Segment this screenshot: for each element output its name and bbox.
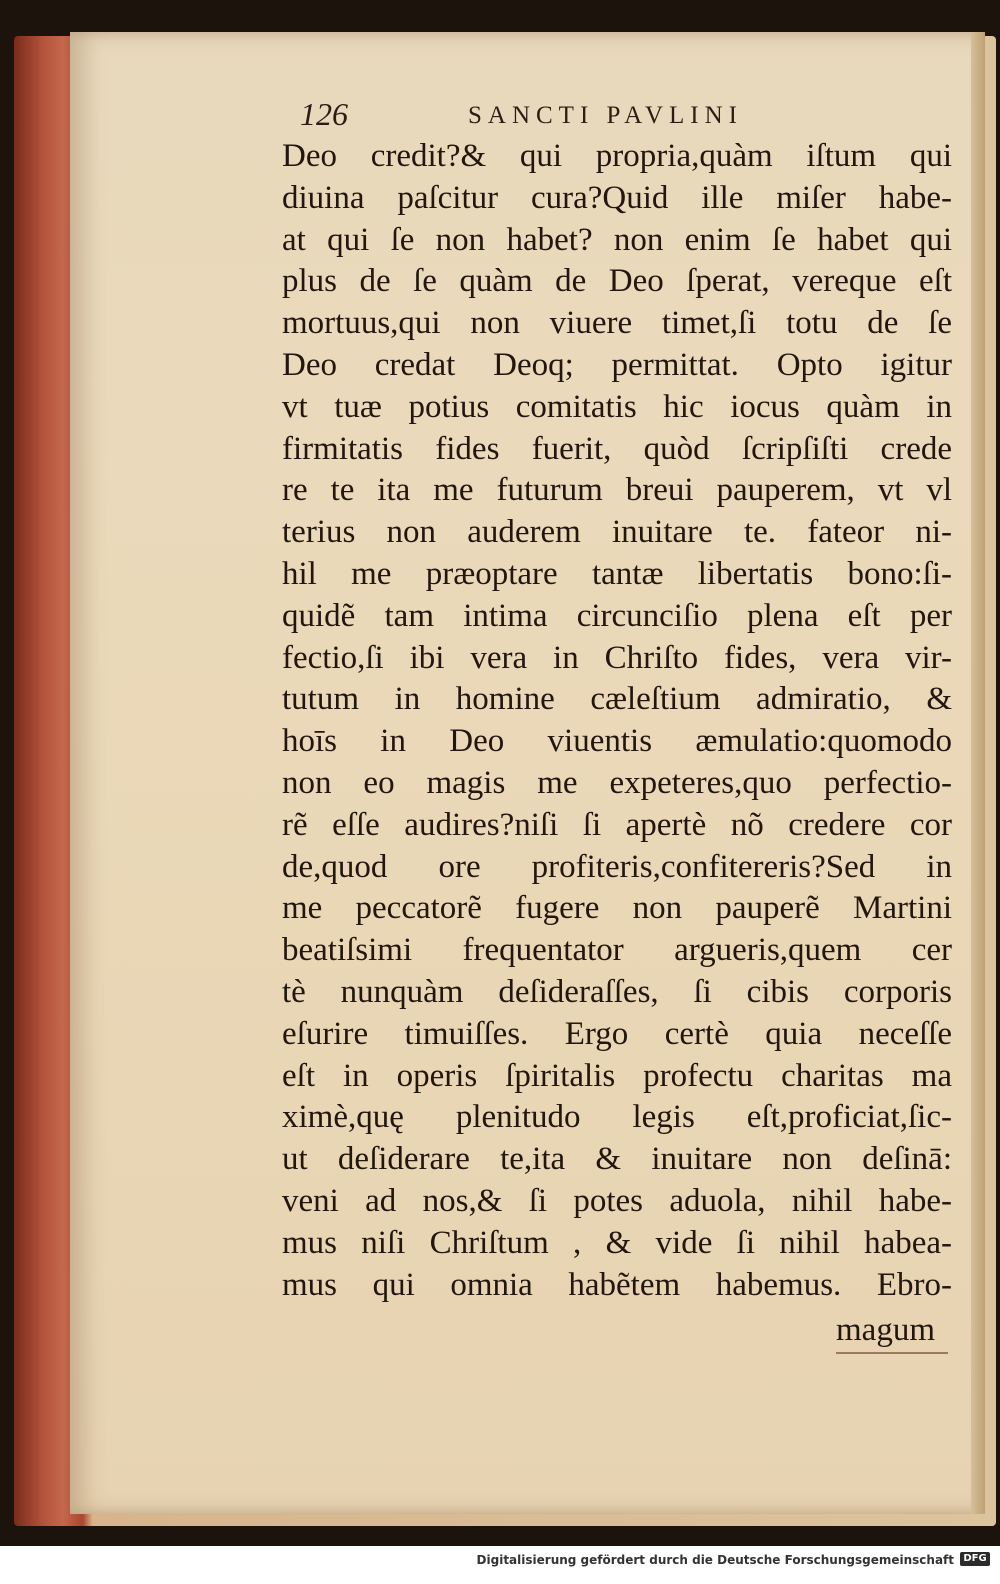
- text-line: terius non auderem inuitare te. fateor ni-: [282, 514, 952, 551]
- text-line: firmitatis fides fuerit, quòd ſcripſiſti crede: [282, 430, 952, 467]
- text-line: tutum in homine cæleſtium admiratio, &: [282, 681, 952, 718]
- text-line: quidẽ tam intima circunciſio plena eſt per: [282, 597, 952, 634]
- text-line: Deo credit?& qui propria,quàm iſtum qui: [282, 138, 952, 174]
- page-number: 126: [300, 96, 348, 132]
- text-line: veni ad nos,& ſi potes aduola, nihil habe-: [282, 1182, 952, 1219]
- text-line: ut deſiderare te,ita & inuitare non deſinā:: [282, 1141, 952, 1178]
- text-line: diuina paſcitur cura?Quid ille miſer habe-: [282, 179, 952, 216]
- running-title: SANCTI PAVLINI: [468, 102, 744, 129]
- catchword-rule: [836, 1352, 948, 1354]
- text-line: vt tuæ potius comitatis hic iocus quàm in: [282, 388, 952, 425]
- text-line: tè nunquàm deſideraſſes, ſi cibis corporis: [282, 973, 952, 1010]
- page-edge: [971, 32, 985, 1514]
- text-line: hil me præoptare tantæ libertatis bono:ſi-: [282, 555, 952, 592]
- text-line: mortuus,qui non viuere timet,ſi totu de ſe: [282, 305, 952, 342]
- text-line: plus de ſe quàm de Deo ſperat, vereque eſt: [282, 263, 952, 300]
- dfg-logo: DFG: [960, 1552, 990, 1566]
- text-line: Deo credat Deoq; permittat. Opto igitur: [282, 346, 952, 383]
- digitization-credit: Digitalisierung gefördert durch die Deutsche Forschungsgemeinschaft: [476, 1553, 954, 1567]
- text-line: re te ita me futurum breui pauperem, vt vl: [282, 472, 952, 509]
- catchword: magum: [836, 1312, 935, 1348]
- text-line: de,quod ore profiteris,confitereris?Sed in: [282, 848, 952, 885]
- text-line: mus niſi Chriſtum , & vide ſi nihil habea-: [282, 1224, 952, 1261]
- body-text: [282, 136, 952, 1306]
- text-line: rẽ eſſe audires?niſi ſi apertè nõ credere cor: [282, 806, 952, 843]
- text-line: fectio,ſi ibi vera in Chriſto fides, vera vir-: [282, 639, 952, 676]
- text-line: non eo magis me expeteres,quo perfectio-: [282, 764, 952, 801]
- text-line: at qui ſe non habet? non enim ſe habet qui: [282, 221, 952, 258]
- text-line: ximè,quę plenitudo legis eſt,proficiat,ſic-: [282, 1099, 952, 1136]
- text-line: mus qui omnia habẽtem habemus. Ebro-: [282, 1266, 952, 1303]
- running-head: [300, 96, 820, 136]
- text-line: me peccatorẽ fugere non pauperẽ Martini: [282, 890, 952, 927]
- text-line: hoīs in Deo viuentis æmulatio:quomodo: [282, 723, 952, 760]
- text-line: eſurire timuiſſes. Ergo certè quia neceſſe: [282, 1015, 952, 1052]
- text-line: beatiſsimi frequentator argueris,quem cer: [282, 932, 952, 969]
- text-line: eſt in operis ſpiritalis profectu charitas ma: [282, 1057, 952, 1094]
